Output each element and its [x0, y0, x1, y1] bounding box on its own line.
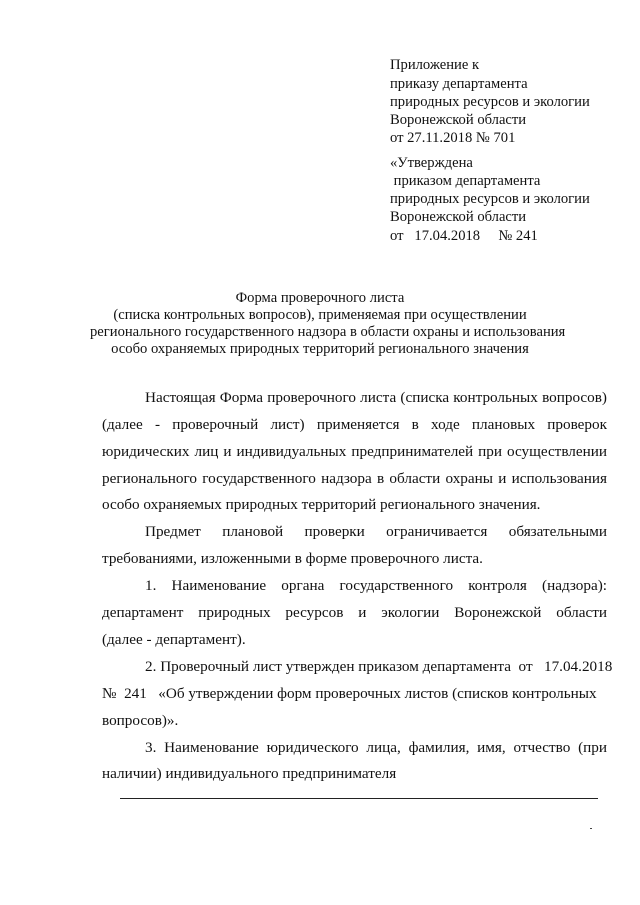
approval-line: Воронежской области [390, 209, 527, 225]
approval-line: природных ресурсов и экологии [390, 191, 590, 207]
body-line: (далее - проверочный лист) применяется в ходе плановых проверок [102, 416, 607, 433]
body-line: департамент природных ресурсов и экологии Воронежской области [102, 604, 607, 621]
body-line: 3. Наименование юридического лица, фамилия, имя, отчество (при [145, 739, 607, 756]
body-line: Настоящая Форма проверочного листа (списка контрольных вопросов) [145, 389, 607, 406]
body-line: Предмет плановой проверки ограничивается обязательными [145, 523, 607, 540]
title-line: особо охраняемых природных территорий регионального значения [111, 341, 529, 357]
body-line: требованиями, изложенными в форме проверочного листа. [102, 550, 483, 567]
approval-line: «Утверждена [390, 155, 473, 171]
body-line: регионального государственного надзора в области охраны и использования [102, 470, 607, 487]
approval-line: от 17.04.2018 № 241 [390, 228, 538, 244]
body-line: особо охраняемых природных территорий регионального значения. [102, 496, 541, 513]
body-line: № 241 «Об утверждении форм проверочных листов (списков контрольных [102, 685, 597, 702]
appendix-line: Воронежской области [390, 112, 527, 128]
scan-speck [590, 828, 592, 829]
body-line: наличии) индивидуального предпринимателя [102, 765, 397, 782]
body-line: 2. Проверочный лист утвержден приказом департамента от 17.04.2018 [145, 658, 613, 675]
appendix-line: Приложение к [390, 57, 480, 73]
body-line: (далее - департамент). [102, 631, 246, 648]
approval-line: приказом департамента [390, 173, 541, 189]
body-line: юридических лиц и индивидуальных предпринимателей при осуществлении [102, 443, 607, 460]
title-line: регионального государственного надзора в области охраны и использования [90, 324, 566, 340]
body-line: вопросов)». [102, 712, 179, 729]
appendix-line: от 27.11.2018 № 701 [390, 130, 516, 146]
appendix-line: природных ресурсов и экологии [390, 94, 590, 110]
appendix-line: приказу департамента [390, 76, 528, 92]
title-line: (списка контрольных вопросов), применяемая при осуществлении [113, 307, 527, 323]
fill-in-line [120, 798, 598, 799]
body-line: 1. Наименование органа государственного контроля (надзора): [145, 577, 607, 594]
title-line: Форма проверочного листа [235, 290, 405, 306]
